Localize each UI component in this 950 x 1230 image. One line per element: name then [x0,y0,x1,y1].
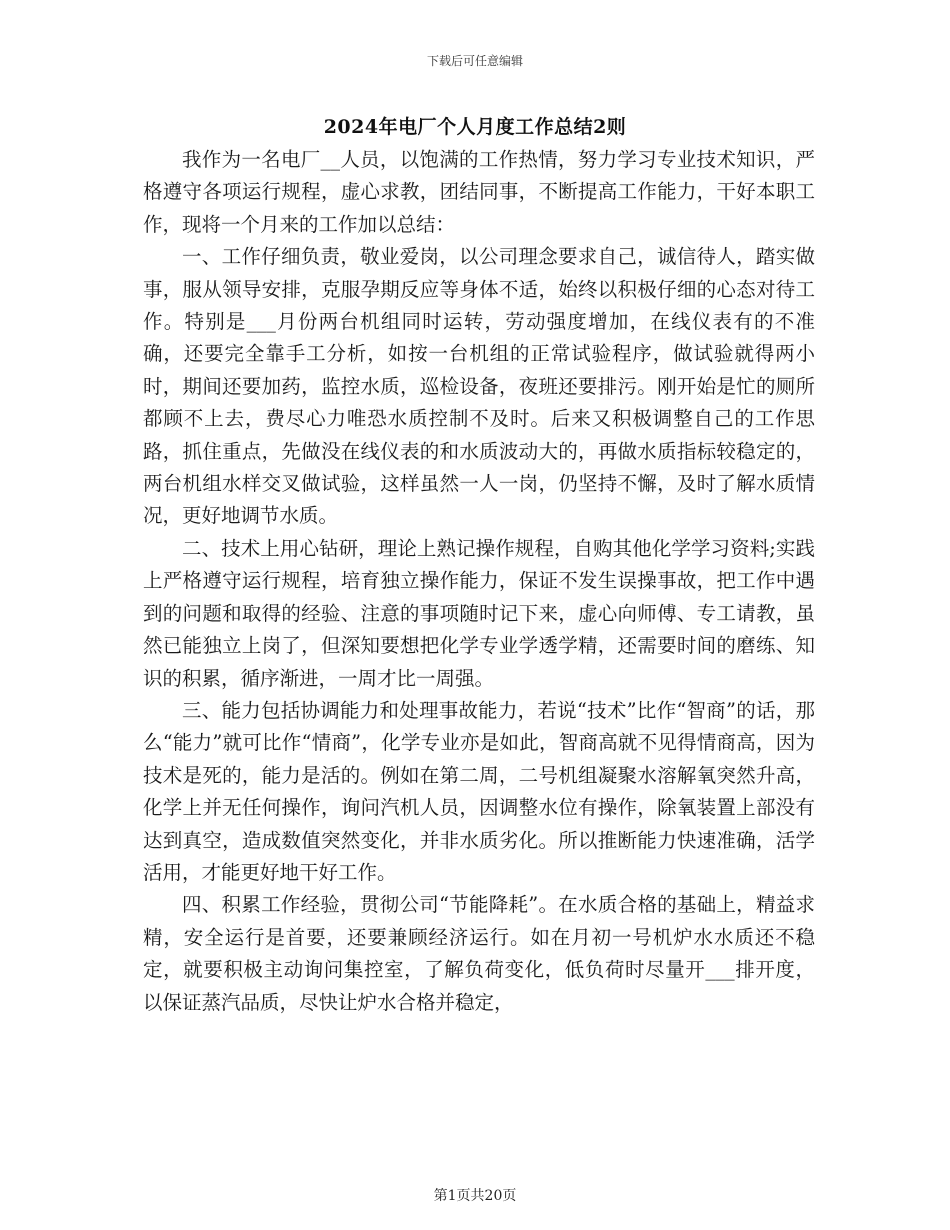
document-title: 2024年电厂个人月度工作总结2则 [323,116,627,138]
paragraph-section-3: 三、能力包括协调能力和处理事故能力，若说“技术”比作“智商”的话，那么“能力”就可比作“情商”，化学专业亦是如此，智商高就不见得情商高，因为技术是死的，能力是活的。例如在第二周，二号机组凝聚水溶解氧突然升高，化学上并无任何操作，询问汽机人员，因调整水位有操作，除氧装置上部没有达到真空，造成数值突然变化，并非水质劣化。所以推断能力快速准确，活学活用，才能更好地干好工作。 [143,698,815,884]
paragraph-intro: 我作为一名电厂__人员，以饱满的工作热情，努力学习专业技术知识，严格遵守各项运行规程，虚心求教，团结同事，不断提高工作能力，干好本职工作，现将一个月来的工作加以总结： [143,148,815,236]
page-header-note: 下载后可任意编辑 [426,54,523,68]
paragraph-section-4: 四、积累工作经验，贯彻公司“节能降耗”。在水质合格的基础上，精益求精，安全运行是首要，还要兼顾经济运行。如在月初一号机炉水水质还不稳定，就要积极主动询问集控室，了解负荷变化，低负荷时尽量开___排开度，以保证蒸汽品质，尽快让炉水合格并稳定， [143,893,815,1014]
paragraph-section-1: 一、工作仔细负责，敬业爱岗，以公司理念要求自己，诚信待人，踏实做事，服从领导安排，克服孕期反应等身体不适，始终以积极仔细的心态对待工作。特别是___月份两台机组同时运转，劳动强度增加，在线仪表有的不准确，还要完全靠手工分析，如按一台机组的正常试验程序，做试验就得两小时，期间还要加药，监控水质，巡检设备，夜班还要排污。刚开始是忙的厕所都顾不上去，费尽心力唯恐水质控制不及时。后来又积极调整自己的工作思路，抓住重点，先做没在线仪表的和水质波动大的，再做水质指标较稳定的，两台机组水样交叉做试验，这样虽然一人一岗，仍坚持不懈，及时了解水质情况，更好地调节水质。 [143,245,815,528]
paragraph-section-2: 二、技术上用心钻研，理论上熟记操作规程，自购其他化学学习资料;实践上严格遵守运行规程，培育独立操作能力，保证不发生误操事故，把工作中遇到的问题和取得的经验、注意的事项随时记下来，虚心向师傅、专工请教，虽然已能独立上岗了，但深知要想把化学专业学透学精，还需要时间的磨练、知识的积累，循序渐进，一周才比一周强。 [143,536,815,690]
document-body [143,144,815,1019]
page-number: 第1页共20页 [433,1188,517,1204]
